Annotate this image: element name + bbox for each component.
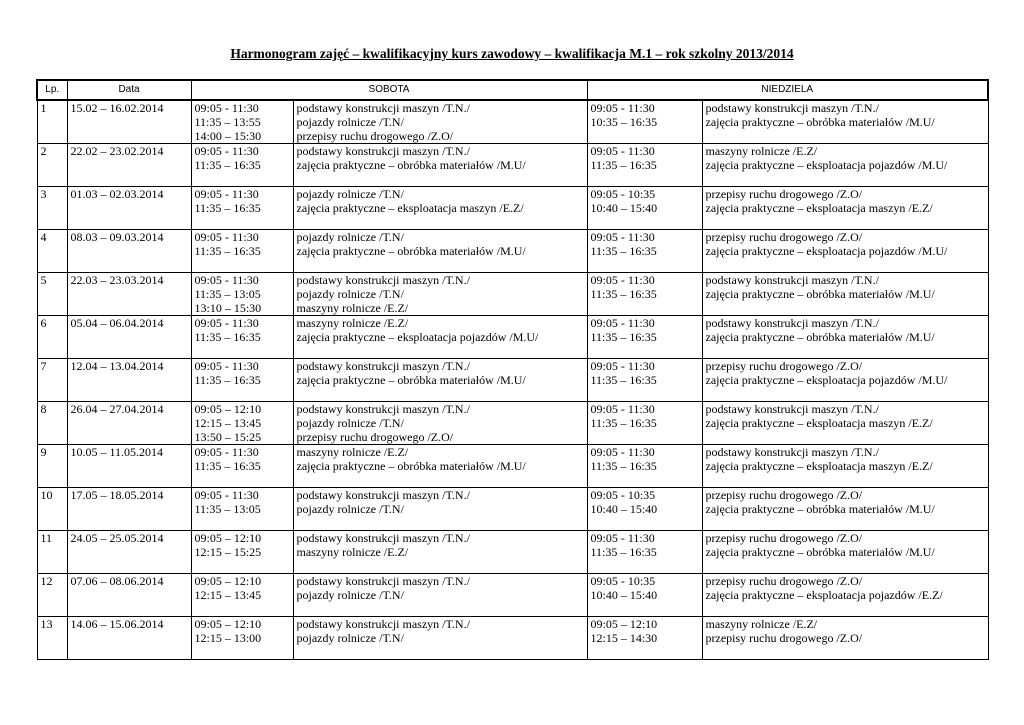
sunday-subject: podstawy konstrukcji maszyn /T.N./: [705, 101, 879, 115]
saturday-time: 11:35 – 16:35: [194, 373, 261, 387]
sunday-times-cell: [587, 531, 702, 574]
saturday-subjects-cell: [293, 100, 587, 144]
sunday-times-cell: [587, 273, 702, 316]
table-row: [37, 316, 988, 359]
header-sunday: NIEDZIELA: [587, 80, 988, 100]
date-range: 14.06 – 15.06.2014: [70, 617, 164, 631]
saturday-subject: pojazdy rolnicze /T.N/: [296, 187, 404, 201]
saturday-time: 12:15 – 15:25: [194, 545, 262, 559]
table-row: [37, 100, 988, 144]
sunday-times-cell: [587, 574, 702, 617]
saturday-time: 09:05 - 11:30: [194, 273, 259, 287]
sunday-time: 09:05 - 11:30: [590, 316, 655, 330]
date-cell: [67, 273, 191, 316]
saturday-subjects-cell: [293, 187, 587, 230]
date-cell: [67, 574, 191, 617]
saturday-time: 09:05 - 11:30: [194, 445, 259, 459]
sunday-time: 09:05 - 11:30: [590, 273, 655, 287]
table-row: [37, 359, 988, 402]
saturday-time: 09:05 – 12:10: [194, 531, 262, 545]
table-row: [37, 187, 988, 230]
date-cell: [67, 531, 191, 574]
saturday-time: 09:05 – 12:10: [194, 574, 262, 588]
saturday-subjects-cell: [293, 144, 587, 187]
row-number-cell: [37, 617, 67, 660]
sunday-times-cell: [587, 359, 702, 402]
date-cell: [67, 100, 191, 144]
saturday-subject: zajęcia praktyczne – eksploatacja maszyn /E.Z/: [296, 201, 524, 215]
saturday-subject: maszyny rolnicze /E.Z/: [296, 316, 409, 330]
sunday-time: 11:35 – 16:35: [590, 545, 657, 559]
saturday-subjects-cell: [293, 316, 587, 359]
sunday-times-cell: [587, 144, 702, 187]
sunday-time: 10:35 – 16:35: [590, 115, 658, 129]
saturday-times-cell: [191, 100, 293, 144]
sunday-time: 11:35 – 16:35: [590, 158, 657, 172]
sunday-subjects-cell: [702, 574, 988, 617]
sunday-times-cell: [587, 445, 702, 488]
saturday-times-cell: [191, 230, 293, 273]
sunday-subject: zajęcia praktyczne – eksploatacja pojazdów /M.U/: [705, 244, 948, 258]
sunday-times-cell: [587, 316, 702, 359]
sunday-subject: zajęcia praktyczne – eksploatacja pojazdów /E.Z/: [705, 588, 943, 602]
date-range: 07.06 – 08.06.2014: [70, 574, 164, 588]
saturday-subject: pojazdy rolnicze /T.N/: [296, 230, 404, 244]
sunday-subjects-cell: [702, 445, 988, 488]
saturday-subject: podstawy konstrukcji maszyn /T.N./: [296, 101, 470, 115]
saturday-subjects-cell: [293, 273, 587, 316]
saturday-subject: pojazdy rolnicze /T.N/: [296, 416, 404, 430]
sunday-time: 09:05 – 12:10: [590, 617, 658, 631]
sunday-time: 09:05 - 11:30: [590, 101, 655, 115]
saturday-times-cell: [191, 488, 293, 531]
header-saturday: SOBOTA: [191, 80, 587, 100]
saturday-subject: zajęcia praktyczne – obróbka materiałów /M.U/: [296, 459, 526, 473]
sunday-time: 09:05 - 10:35: [590, 488, 656, 502]
saturday-subject: zajęcia praktyczne – obróbka materiałów /M.U/: [296, 373, 526, 387]
sunday-time: 09:05 - 11:30: [590, 359, 655, 373]
sunday-subjects-cell: [702, 100, 988, 144]
sunday-subjects-cell: [702, 402, 988, 445]
row-number: 12: [40, 574, 53, 588]
row-number-cell: [37, 359, 67, 402]
saturday-subject: pojazdy rolnicze /T.N/: [296, 588, 404, 602]
row-number-cell: [37, 316, 67, 359]
saturday-time: 12:15 – 13:45: [194, 588, 262, 602]
table-row: [37, 574, 988, 617]
sunday-times-cell: [587, 187, 702, 230]
saturday-time: 14:00 – 15:30: [194, 129, 262, 143]
saturday-time: 11:35 – 13:55: [194, 115, 261, 129]
saturday-subject: maszyny rolnicze /E.Z/: [296, 545, 409, 559]
sunday-times-cell: [587, 617, 702, 660]
saturday-subject: przepisy ruchu drogowego /Z.O/: [296, 430, 454, 444]
saturday-subject: podstawy konstrukcji maszyn /T.N./: [296, 617, 470, 631]
row-number-cell: [37, 531, 67, 574]
sunday-subject: podstawy konstrukcji maszyn /T.N./: [705, 402, 879, 416]
saturday-time: 13:10 – 15:30: [194, 301, 262, 315]
sunday-time: 09:05 - 11:30: [590, 230, 655, 244]
saturday-subject: przepisy ruchu drogowego /Z.O/: [296, 129, 454, 143]
saturday-times-cell: [191, 617, 293, 660]
sunday-subject: maszyny rolnicze /E.Z/: [705, 617, 818, 631]
sunday-subject: przepisy ruchu drogowego /Z.O/: [705, 488, 863, 502]
date-range: 26.04 – 27.04.2014: [70, 402, 164, 416]
sunday-subject: zajęcia praktyczne – eksploatacja maszyn /E.Z/: [705, 201, 933, 215]
row-number: 3: [40, 187, 47, 201]
sunday-subject: przepisy ruchu drogowego /Z.O/: [705, 359, 863, 373]
table-row: [37, 445, 988, 488]
saturday-subject: podstawy konstrukcji maszyn /T.N./: [296, 531, 470, 545]
saturday-time: 11:35 – 16:35: [194, 201, 261, 215]
sunday-subject: zajęcia praktyczne – obróbka materiałów /M.U/: [705, 287, 935, 301]
date-range: 22.03 – 23.03.2014: [70, 273, 164, 287]
date-range: 05.04 – 06.04.2014: [70, 316, 164, 330]
row-number: 5: [40, 273, 47, 287]
saturday-time: 12:15 – 13:45: [194, 416, 262, 430]
saturday-times-cell: [191, 316, 293, 359]
row-number-cell: [37, 230, 67, 273]
saturday-subjects-cell: [293, 531, 587, 574]
sunday-subject: zajęcia praktyczne – obróbka materiałów /M.U/: [705, 502, 935, 516]
saturday-times-cell: [191, 144, 293, 187]
sunday-subject: przepisy ruchu drogowego /Z.O/: [705, 631, 863, 645]
sunday-time: 11:35 – 16:35: [590, 244, 657, 258]
row-number-cell: [37, 144, 67, 187]
saturday-time: 09:05 – 12:10: [194, 402, 262, 416]
row-number-cell: [37, 574, 67, 617]
sunday-subjects-cell: [702, 488, 988, 531]
saturday-time: 09:05 – 12:10: [194, 617, 262, 631]
saturday-times-cell: [191, 531, 293, 574]
saturday-subject: zajęcia praktyczne – obróbka materiałów /M.U/: [296, 244, 526, 258]
saturday-time: 09:05 - 11:30: [194, 230, 259, 244]
row-number: 7: [40, 359, 47, 373]
saturday-subject: podstawy konstrukcji maszyn /T.N./: [296, 144, 470, 158]
saturday-time: 11:35 – 13:05: [194, 502, 261, 516]
saturday-subject: pojazdy rolnicze /T.N/: [296, 287, 404, 301]
saturday-times-cell: [191, 574, 293, 617]
table-row: [37, 488, 988, 531]
date-range: 17.05 – 18.05.2014: [70, 488, 164, 502]
row-number: 4: [40, 230, 47, 244]
date-cell: [67, 187, 191, 230]
sunday-times-cell: [587, 230, 702, 273]
sunday-time: 09:05 - 11:30: [590, 445, 655, 459]
schedule-table: [36, 79, 989, 660]
saturday-subjects-cell: [293, 574, 587, 617]
page-title: Harmonogram zajęć – kwalifikacyjny kurs zawodowy – kwalifikacja M.1 – rok szkolny 2013/2014: [230, 46, 794, 61]
sunday-times-cell: [587, 100, 702, 144]
sunday-subjects-cell: [702, 187, 988, 230]
table-row: [37, 230, 988, 273]
date-range: 01.03 – 02.03.2014: [70, 187, 164, 201]
saturday-subject: pojazdy rolnicze /T.N/: [296, 502, 404, 516]
table-row: [37, 144, 988, 187]
sunday-subject: podstawy konstrukcji maszyn /T.N./: [705, 273, 879, 287]
saturday-subjects-cell: [293, 617, 587, 660]
date-range: 24.05 – 25.05.2014: [70, 531, 164, 545]
header-row: [37, 80, 988, 100]
sunday-time: 09:05 - 11:30: [590, 402, 655, 416]
date-cell: [67, 617, 191, 660]
sunday-time: 10:40 – 15:40: [590, 201, 658, 215]
saturday-time: 09:05 - 11:30: [194, 101, 259, 115]
saturday-times-cell: [191, 187, 293, 230]
sunday-time: 11:35 – 16:35: [590, 330, 657, 344]
row-number: 6: [40, 316, 47, 330]
saturday-subject: maszyny rolnicze /E.Z/: [296, 301, 409, 315]
saturday-time: 11:35 – 16:35: [194, 244, 261, 258]
saturday-subjects-cell: [293, 230, 587, 273]
row-number-cell: [37, 445, 67, 488]
sunday-time: 09:05 - 10:35: [590, 187, 656, 201]
date-range: 08.03 – 09.03.2014: [70, 230, 164, 244]
sunday-time: 09:05 - 10:35: [590, 574, 656, 588]
sunday-subjects-cell: [702, 359, 988, 402]
saturday-time: 11:35 – 13:05: [194, 287, 261, 301]
sunday-time: 11:35 – 16:35: [590, 287, 657, 301]
saturday-subject: podstawy konstrukcji maszyn /T.N./: [296, 402, 470, 416]
sunday-subject: zajęcia praktyczne – eksploatacja maszyn /E.Z/: [705, 459, 933, 473]
saturday-times-cell: [191, 402, 293, 445]
row-number-cell: [37, 100, 67, 144]
date-range: 15.02 – 16.02.2014: [70, 101, 164, 115]
sunday-time: 09:05 - 11:30: [590, 144, 655, 158]
row-number: 9: [40, 445, 47, 459]
sunday-subject: zajęcia praktyczne – obróbka materiałów /M.U/: [705, 545, 935, 559]
saturday-subject: podstawy konstrukcji maszyn /T.N./: [296, 574, 470, 588]
sunday-subject: zajęcia praktyczne – obróbka materiałów /M.U/: [705, 115, 935, 129]
saturday-time: 12:15 – 13:00: [194, 631, 262, 645]
saturday-time: 09:05 - 11:30: [194, 316, 259, 330]
sunday-time: 11:35 – 16:35: [590, 373, 657, 387]
sunday-subject: podstawy konstrukcji maszyn /T.N./: [705, 316, 879, 330]
sunday-time: 11:35 – 16:35: [590, 416, 657, 430]
date-range: 12.04 – 13.04.2014: [70, 359, 164, 373]
saturday-subjects-cell: [293, 402, 587, 445]
date-range: 22.02 – 23.02.2014: [70, 144, 164, 158]
sunday-subject: zajęcia praktyczne – eksploatacja pojazdów /M.U/: [705, 158, 948, 172]
sunday-time: 10:40 – 15:40: [590, 588, 658, 602]
saturday-subjects-cell: [293, 445, 587, 488]
row-number: 2: [40, 144, 47, 158]
sunday-subject: zajęcia praktyczne – obróbka materiałów /M.U/: [705, 330, 935, 344]
saturday-times-cell: [191, 445, 293, 488]
row-number: 1: [40, 101, 47, 115]
table-row: [37, 617, 988, 660]
row-number: 8: [40, 402, 47, 416]
saturday-time: 09:05 - 11:30: [194, 187, 259, 201]
date-cell: [67, 445, 191, 488]
table-row: [37, 531, 988, 574]
saturday-time: 09:05 - 11:30: [194, 488, 259, 502]
saturday-subject: zajęcia praktyczne – eksploatacja pojazdów /M.U/: [296, 330, 539, 344]
sunday-subject: przepisy ruchu drogowego /Z.O/: [705, 531, 863, 545]
sunday-time: 11:35 – 16:35: [590, 459, 657, 473]
sunday-subject: zajęcia praktyczne – eksploatacja maszyn /E.Z/: [705, 416, 933, 430]
date-range: 10.05 – 11.05.2014: [70, 445, 164, 459]
row-number-cell: [37, 402, 67, 445]
sunday-times-cell: [587, 402, 702, 445]
sunday-subject: podstawy konstrukcji maszyn /T.N./: [705, 445, 879, 459]
row-number-cell: [37, 187, 67, 230]
sunday-subject: przepisy ruchu drogowego /Z.O/: [705, 187, 863, 201]
saturday-subject: maszyny rolnicze /E.Z/: [296, 445, 409, 459]
row-number-cell: [37, 273, 67, 316]
saturday-time: 13:50 – 15:25: [194, 430, 262, 444]
saturday-time: 09:05 - 11:30: [194, 359, 259, 373]
row-number: 13: [40, 617, 53, 631]
sunday-time: 09:05 - 11:30: [590, 531, 655, 545]
saturday-time: 11:35 – 16:35: [194, 459, 261, 473]
sunday-subject: maszyny rolnicze /E.Z/: [705, 144, 818, 158]
saturday-subject: pojazdy rolnicze /T.N/: [296, 631, 404, 645]
table-row: [37, 273, 988, 316]
saturday-subject: podstawy konstrukcji maszyn /T.N./: [296, 488, 470, 502]
saturday-time: 09:05 - 11:30: [194, 144, 259, 158]
date-cell: [67, 402, 191, 445]
saturday-subjects-cell: [293, 488, 587, 531]
saturday-subjects-cell: [293, 359, 587, 402]
row-number-cell: [37, 488, 67, 531]
saturday-subject: podstawy konstrukcji maszyn /T.N./: [296, 273, 470, 287]
saturday-subject: podstawy konstrukcji maszyn /T.N./: [296, 359, 470, 373]
sunday-subjects-cell: [702, 230, 988, 273]
row-number: 11: [40, 531, 53, 545]
sunday-time: 12:15 – 14:30: [590, 631, 658, 645]
sunday-subjects-cell: [702, 316, 988, 359]
row-number: 10: [40, 488, 53, 502]
sunday-subject: przepisy ruchu drogowego /Z.O/: [705, 574, 863, 588]
sunday-subjects-cell: [702, 617, 988, 660]
saturday-time: 11:35 – 16:35: [194, 158, 261, 172]
sunday-subjects-cell: [702, 273, 988, 316]
schedule-body: [37, 100, 988, 660]
saturday-time: 11:35 – 16:35: [194, 330, 261, 344]
date-cell: [67, 144, 191, 187]
table-row: [37, 402, 988, 445]
saturday-subject: zajęcia praktyczne – obróbka materiałów /M.U/: [296, 158, 526, 172]
header-date: Data: [67, 80, 191, 100]
date-cell: [67, 230, 191, 273]
sunday-time: 10:40 – 15:40: [590, 502, 658, 516]
sunday-subject: przepisy ruchu drogowego /Z.O/: [705, 230, 863, 244]
date-cell: [67, 316, 191, 359]
date-cell: [67, 359, 191, 402]
sunday-times-cell: [587, 488, 702, 531]
date-cell: [67, 488, 191, 531]
sunday-subject: zajęcia praktyczne – eksploatacja pojazdów /M.U/: [705, 373, 948, 387]
sunday-subjects-cell: [702, 531, 988, 574]
header-lp: Lp.: [37, 80, 67, 100]
saturday-times-cell: [191, 273, 293, 316]
saturday-times-cell: [191, 359, 293, 402]
sunday-subjects-cell: [702, 144, 988, 187]
saturday-subject: pojazdy rolnicze /T.N/: [296, 115, 404, 129]
